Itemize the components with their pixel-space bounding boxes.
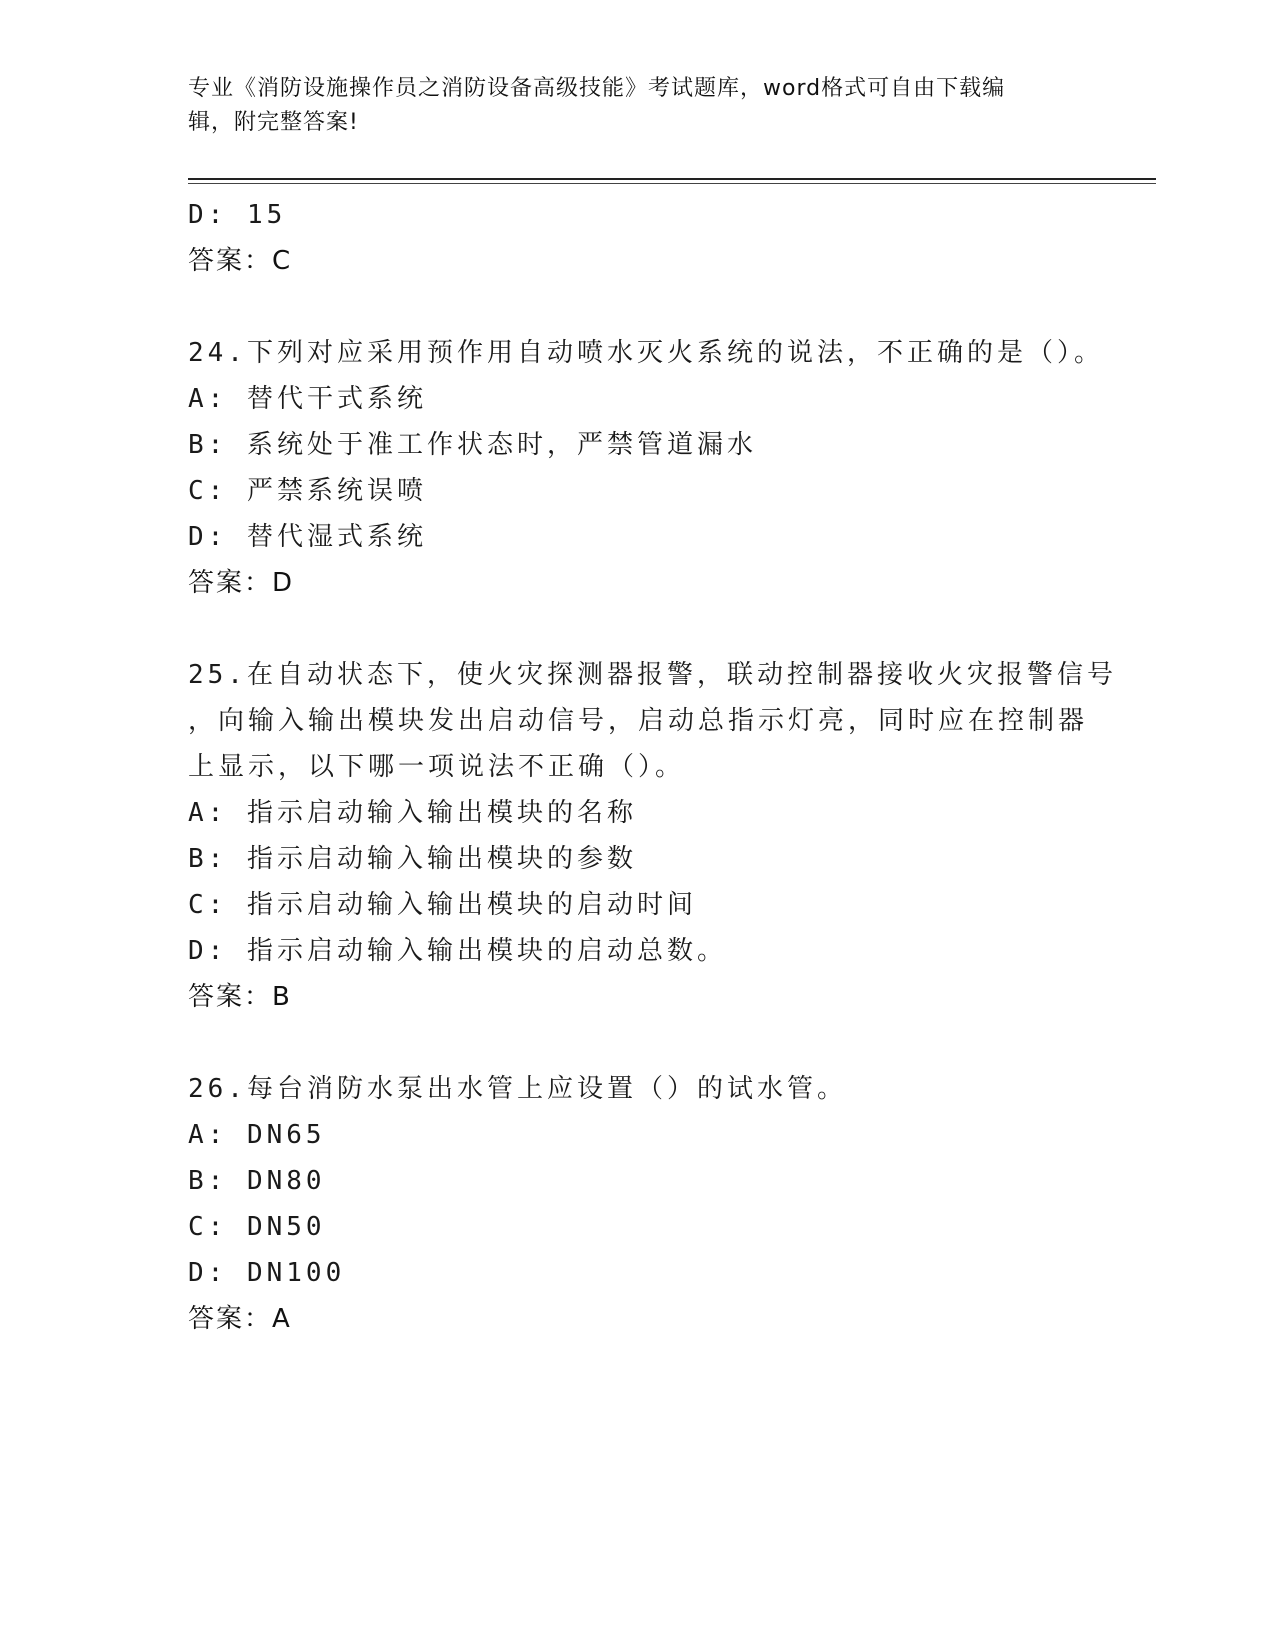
option-d: D: 15 [188,200,287,230]
option-c: C: 严禁系统误喷 [188,476,427,506]
option-c: C: DN50 [188,1212,326,1242]
question-26 [188,1066,1088,1342]
question-25 [188,652,1117,1020]
option-b: B: 指示启动输入输出模块的参数 [188,844,637,874]
option-b: B: DN80 [188,1166,326,1196]
question-stem-line: ，向输入输出模块发出启动信号，启动总指示灯亮，同时应在控制器 [188,706,1089,736]
page-header [188,72,1088,140]
question-stem [188,330,1104,376]
question-stem-line: 25.在自动状态下，使火灾探测器报警，联动控制器接收火灾报警信号 [188,660,1117,690]
answer-line: 答案：B [188,982,292,1012]
option-a: A: 替代干式系统 [188,384,427,414]
header-rule-thick [188,178,1156,180]
question-stem-line: 26.每台消防水泵出水管上应设置（）的试水管。 [188,1074,847,1104]
question-stem [188,652,1117,790]
previous-question-tail [188,192,1088,284]
header-line-1: 专业《消防设施操作员之消防设备高级技能》考试题库，word格式可自由下载编 [188,76,1006,101]
answer-line: 答案：D [188,568,295,598]
option-a: A: DN65 [188,1120,326,1150]
answer-line: 答案：A [188,1304,292,1334]
option-b: B: 系统处于准工作状态时，严禁管道漏水 [188,430,757,460]
option-c: C: 指示启动输入输出模块的启动时间 [188,890,697,920]
question-24 [188,330,1104,606]
question-stem-line: 24.下列对应采用预作用自动喷水灭火系统的说法，不正确的是（）。 [188,338,1104,368]
header-rule-thin [188,183,1156,184]
answer-line: 答案：C [188,246,293,276]
option-d: D: 指示启动输入输出模块的启动总数。 [188,936,727,966]
question-stem-line: 上显示，以下哪一项说法不正确（）。 [188,752,686,782]
option-d: D: DN100 [188,1258,346,1288]
header-line-2: 辑，附完整答案! [188,110,359,135]
option-a: A: 指示启动输入输出模块的名称 [188,798,637,828]
document-body [188,192,1117,1342]
option-d: D: 替代湿式系统 [188,522,427,552]
question-stem [188,1066,1088,1112]
